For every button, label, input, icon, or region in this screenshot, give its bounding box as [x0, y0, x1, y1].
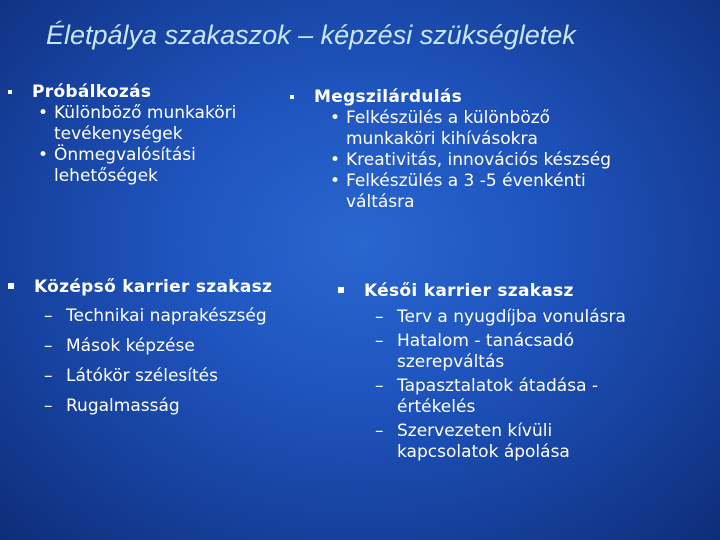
list-item: – Szervezeten kívüli kapcsolatok ápolása — [397, 421, 617, 463]
list-item: – Látókör szélesítés — [66, 366, 328, 387]
list-item: • Különböző munkaköri tevékenységek — [54, 103, 290, 145]
section-kozepso-karrier — [8, 277, 328, 417]
slide-title: Életpálya szakaszok – képzési szükségletek — [46, 20, 576, 50]
section-heading: Próbálkozás — [8, 82, 290, 103]
section-heading: Késői karrier szakasz — [338, 281, 698, 302]
square-bullet-icon — [290, 95, 294, 99]
list-item: – Mások képzése — [66, 336, 328, 357]
section-kesoi-karrier — [338, 281, 698, 463]
section-probalkozas — [8, 82, 290, 187]
square-bullet-icon — [8, 283, 14, 289]
list-item: • Felkészülés a különböző munkaköri kihívásokra — [346, 108, 621, 150]
list-item: – Rugalmasság — [66, 396, 328, 417]
section-megszilardulas — [290, 87, 670, 213]
list-item: • Önmegvalósítási lehetőségek — [54, 145, 234, 187]
list-item: • Felkészülés a 3 -5 évenkénti váltásra — [346, 171, 646, 213]
section-heading: Megszilárdulás — [290, 87, 670, 108]
section-heading: Középső karrier szakasz — [8, 277, 328, 298]
list-item: – Terv a nyugdíjba vonulásra — [397, 307, 698, 328]
list-item: • Kreativitás, innovációs készség — [346, 150, 666, 171]
list-item: – Tapasztalatok átadása - értékelés — [397, 376, 647, 418]
square-bullet-icon — [8, 90, 12, 94]
list-item: – Technikai naprakészség — [66, 306, 328, 327]
square-bullet-icon — [338, 287, 344, 293]
list-item: – Hatalom - tanácsadó szerepváltás — [397, 331, 577, 373]
